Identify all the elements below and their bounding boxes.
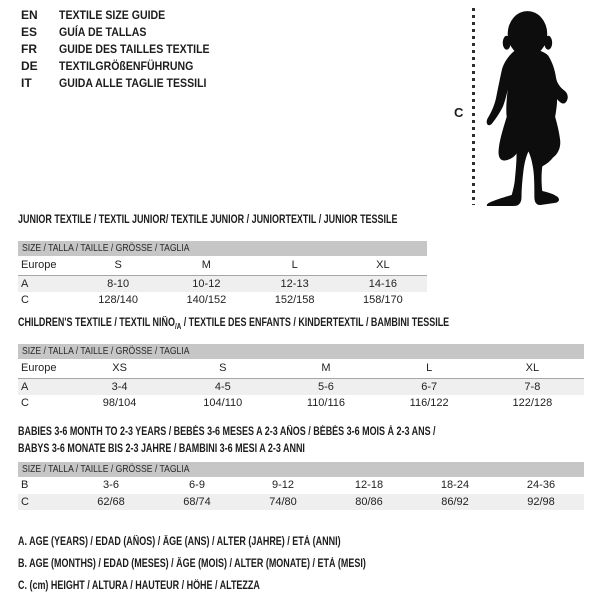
size-value: 14-16 xyxy=(339,276,427,293)
size-header-text: SIZE / TALLA / TAILLE / GRÖSSE / TAGLIA xyxy=(22,345,190,357)
size-value: 4-5 xyxy=(171,379,274,396)
size-value: 116/122 xyxy=(409,397,449,409)
size-value: 9-12 xyxy=(271,479,295,491)
language-code: EN xyxy=(21,8,38,22)
row-label: C xyxy=(18,494,68,510)
size-value: M xyxy=(274,359,377,379)
children-size-table xyxy=(18,359,584,412)
size-value: 98/104 xyxy=(102,397,137,409)
size-value: 74/80 xyxy=(240,494,326,510)
children-title-post: / TEXTILE DES ENFANTS / KINDERTEXTIL / BAMBINI TESSILE xyxy=(181,317,450,329)
footnote-b-text: B. AGE (MONTHS) / EDAD (MESES) / ÂGE (MOIS) / ALTER (MONATE) / ETÀ (MESI) xyxy=(18,558,366,570)
size-value: 12-18 xyxy=(354,479,384,491)
language-label: TEXTILGRÖßENFÜHRUNG xyxy=(59,59,194,73)
size-value: XL xyxy=(481,359,584,379)
footnote-legend xyxy=(18,531,464,597)
children-title-pre: CHILDREN'S TEXTILE / TEXTIL NIÑO xyxy=(18,317,175,329)
size-header-bar xyxy=(18,462,584,477)
row-label: B xyxy=(21,479,29,491)
size-value: 110/116 xyxy=(306,397,346,409)
silhouette-ear-right xyxy=(544,36,552,50)
language-row xyxy=(21,58,230,75)
table-row xyxy=(18,379,584,396)
row-label: Europe xyxy=(18,256,74,276)
size-value: 5-6 xyxy=(274,379,377,396)
language-row xyxy=(21,41,230,58)
row-label: Europe xyxy=(18,359,68,379)
language-code: FR xyxy=(21,42,37,56)
language-code: ES xyxy=(21,25,38,39)
row-label: C xyxy=(21,397,29,409)
babies-title-line1: BABIES 3-6 MONTH TO 2-3 YEARS / BEBÉS 3-6 MESES A 2-3 AÑOS / BÉBÉS 3-6 MOIS À 2-3 ANS / xyxy=(18,426,436,438)
row-label: A xyxy=(18,379,68,396)
language-code: DE xyxy=(21,59,38,73)
size-value: 104/110 xyxy=(203,397,243,409)
children-title-subscript: /A xyxy=(174,322,182,331)
toddler-silhouette-icon xyxy=(479,8,568,206)
size-value: 6-7 xyxy=(378,379,481,396)
language-title-list xyxy=(21,7,230,92)
size-value: 3-4 xyxy=(68,379,171,396)
footnote-a xyxy=(18,531,464,553)
table-row xyxy=(18,276,427,293)
babies-size-table xyxy=(18,477,584,510)
size-value: M xyxy=(162,256,250,276)
row-label: C xyxy=(21,294,29,306)
size-value: 122/128 xyxy=(512,397,553,409)
babies-title-line2: BABYS 3-6 MONATE BIS 2-3 JAHRE / BAMBINI 3-6 MESI A 2-3 ANNI xyxy=(18,443,305,455)
junior-table-title xyxy=(18,212,504,229)
silhouette-head xyxy=(508,11,548,56)
size-value: 128/140 xyxy=(98,294,138,306)
language-label: GUIDE DES TAILLES TEXTILE xyxy=(59,42,210,56)
language-row xyxy=(21,75,230,92)
footnote-a-text: A. AGE (YEARS) / EDAD (AÑOS) / ÂGE (ANS) / ALTER (JAHRE) / ETÀ (ANNI) xyxy=(18,536,341,548)
size-value: 12-13 xyxy=(251,276,339,293)
children-table-title-text xyxy=(18,315,449,335)
size-value: 8-10 xyxy=(74,276,162,293)
junior-size-table xyxy=(18,256,427,309)
footnote-b xyxy=(18,553,464,575)
table-row xyxy=(18,477,584,494)
junior-table-title-text: JUNIOR TEXTILE / TEXTIL JUNIOR/ TEXTILE JUNIOR / JUNIORTEXTIL / JUNIOR TESSILE xyxy=(18,214,398,226)
size-value: 140/152 xyxy=(186,294,227,306)
size-value: XS xyxy=(68,359,171,379)
size-value: 6-9 xyxy=(189,479,205,491)
language-label: TEXTILE SIZE GUIDE xyxy=(59,8,166,22)
silhouette-ear-left xyxy=(503,36,511,50)
silhouette-body xyxy=(487,50,568,206)
size-value: 7-8 xyxy=(481,379,584,396)
size-value: 68/74 xyxy=(154,494,240,510)
language-label: GUIDA ALLE TAGLIE TESSILI xyxy=(59,76,207,90)
size-value: 24-36 xyxy=(526,479,556,491)
footnote-c xyxy=(18,575,464,597)
size-header-text: SIZE / TALLA / TAILLE / GRÖSSE / TAGLIA xyxy=(22,463,190,475)
size-value: XL xyxy=(339,256,427,276)
language-label: GUÍA DE TALLAS xyxy=(59,25,147,39)
size-value: S xyxy=(171,359,274,379)
language-row xyxy=(21,7,230,24)
size-value: 86/92 xyxy=(412,494,498,510)
size-value: 62/68 xyxy=(68,494,154,510)
size-value: 10-12 xyxy=(162,276,250,293)
size-header-text: SIZE / TALLA / TAILLE / GRÖSSE / TAGLIA xyxy=(22,242,190,254)
height-dotted-line xyxy=(472,8,475,205)
size-value: 158/170 xyxy=(362,294,403,306)
size-value: L xyxy=(378,359,481,379)
babies-table-title xyxy=(18,424,553,458)
children-table-title xyxy=(18,315,571,335)
size-value: S xyxy=(74,256,162,276)
table-row xyxy=(18,359,584,379)
size-value: L xyxy=(251,256,339,276)
size-value: 92/98 xyxy=(498,494,584,510)
footnote-c-text: C. (cm) HEIGHT / ALTURA / HAUTEUR / HÖHE / ALTEZZA xyxy=(18,580,260,592)
language-row xyxy=(21,24,230,41)
size-value: 3-6 xyxy=(103,479,119,491)
table-row xyxy=(18,256,427,276)
size-value: 80/86 xyxy=(326,494,412,510)
size-value: 18-24 xyxy=(440,479,470,491)
row-label: A xyxy=(18,276,74,293)
table-row xyxy=(18,395,584,412)
height-measure-label: C xyxy=(454,105,464,120)
table-row xyxy=(18,292,427,309)
size-header-bar xyxy=(18,241,427,256)
size-value: 152/158 xyxy=(274,294,315,306)
size-header-bar xyxy=(18,344,584,359)
table-row xyxy=(18,494,584,510)
language-code: IT xyxy=(21,76,32,90)
